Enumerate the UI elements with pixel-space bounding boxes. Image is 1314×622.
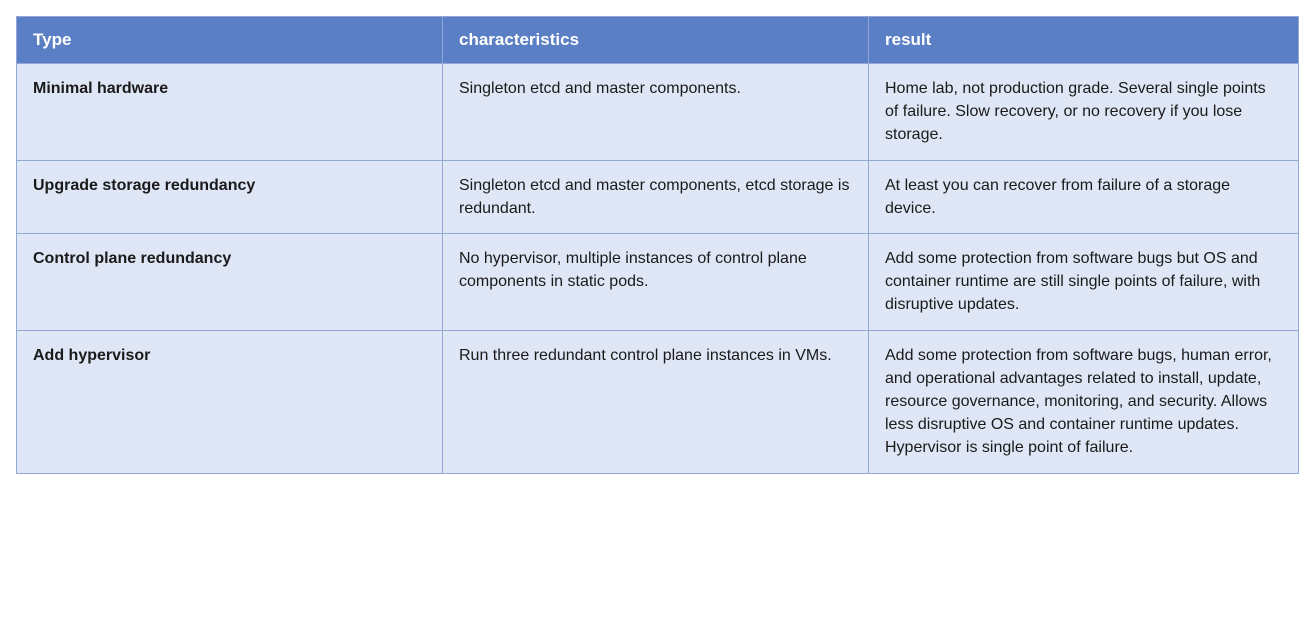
cell-type: Minimal hardware xyxy=(17,64,443,161)
cell-characteristics: Singleton etcd and master components, etcd storage is redundant. xyxy=(443,160,869,233)
cell-type: Control plane redundancy xyxy=(17,234,443,331)
cell-result: At least you can recover from failure of a storage device. xyxy=(869,160,1299,233)
table-row xyxy=(17,64,1299,161)
cell-result: Add some protection from software bugs but OS and container runtime are still single points of failure, with disruptive updates. xyxy=(869,234,1299,331)
cell-result: Add some protection from software bugs, human error, and operational advantages related to install, update, resource governance, monitoring, and security. Allows less disruptive OS and container runtime updates. Hypervisor is single point of failure. xyxy=(869,330,1299,473)
table-row xyxy=(17,330,1299,473)
comparison-table xyxy=(16,16,1299,474)
cell-type: Upgrade storage redundancy xyxy=(17,160,443,233)
table-header xyxy=(17,17,1299,64)
cell-characteristics: Run three redundant control plane instances in VMs. xyxy=(443,330,869,473)
cell-characteristics: Singleton etcd and master components. xyxy=(443,64,869,161)
column-header-type: Type xyxy=(17,17,443,64)
cell-characteristics: No hypervisor, multiple instances of control plane components in static pods. xyxy=(443,234,869,331)
table-header-row xyxy=(17,17,1299,64)
column-header-characteristics: characteristics xyxy=(443,17,869,64)
table-row xyxy=(17,234,1299,331)
table-body xyxy=(17,64,1299,473)
cell-result: Home lab, not production grade. Several single points of failure. Slow recovery, or no recovery if you lose storage. xyxy=(869,64,1299,161)
column-header-result: result xyxy=(869,17,1299,64)
cell-type: Add hypervisor xyxy=(17,330,443,473)
table-row xyxy=(17,160,1299,233)
